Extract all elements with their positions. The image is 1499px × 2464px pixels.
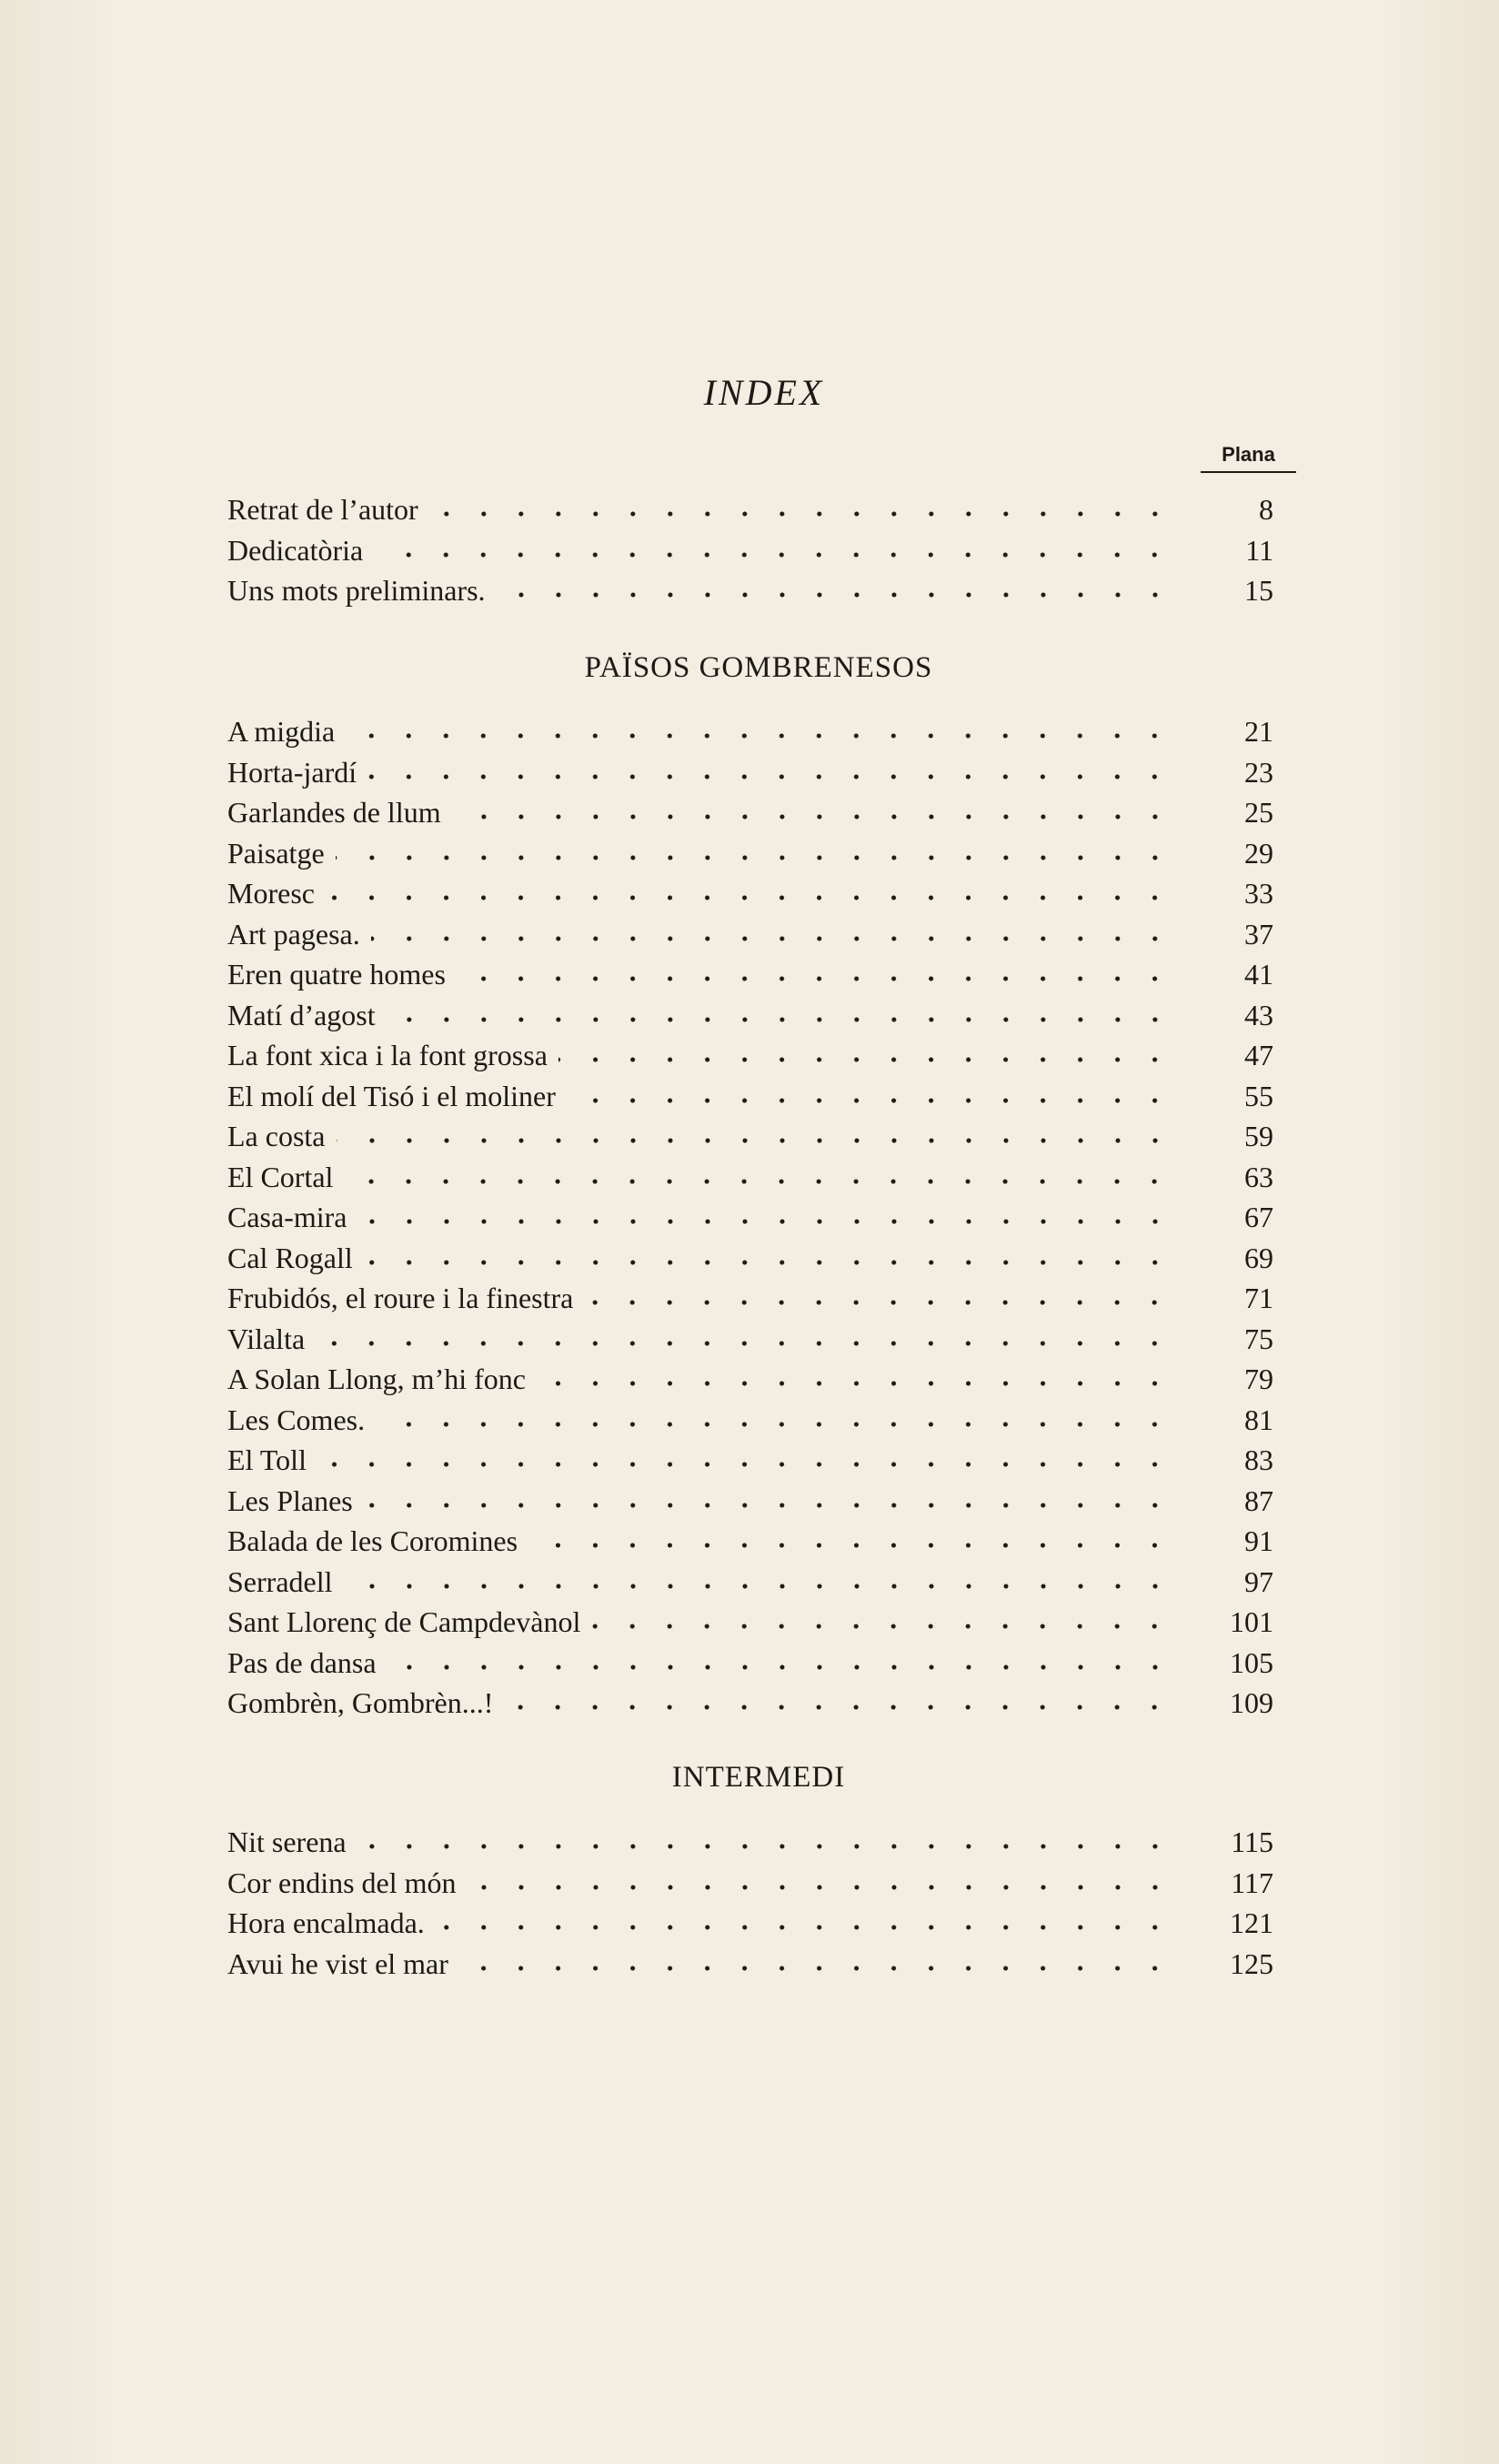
entry-title: Casa-mira (227, 1201, 347, 1233)
toc-entry (227, 489, 1273, 530)
dot-leader (364, 1260, 1173, 1265)
entry-page-number: 59 (1244, 1120, 1273, 1152)
toc-entry (227, 1197, 1273, 1238)
entry-page-number: 43 (1244, 998, 1273, 1031)
toc-entry (227, 833, 1273, 874)
entry-title: Nit serena (227, 1825, 347, 1858)
dot-leader (584, 1300, 1173, 1305)
entry-page-number: 23 (1244, 755, 1273, 789)
dot-leader (326, 895, 1173, 900)
toc-entry (227, 1440, 1273, 1481)
entry-title: Cor endins del món (227, 1866, 457, 1899)
section-title-intermedi: INTERMEDI (671, 1761, 846, 1794)
dot-leader (358, 1219, 1174, 1224)
toc-entry (227, 1562, 1273, 1603)
entry-title: Serradell (227, 1564, 333, 1598)
dot-leader (528, 1543, 1173, 1548)
entry-title: La font xica i la font grossa (227, 1039, 548, 1071)
entry-page-number: 29 (1244, 836, 1273, 870)
entry-title: Sant Llorenç de Campdevànol (227, 1605, 581, 1638)
dot-leader (371, 936, 1173, 941)
entry-page-number: 109 (1230, 1686, 1273, 1719)
dot-leader (387, 1017, 1173, 1022)
entry-title: Hora encalmada. (227, 1906, 425, 1939)
entry-title: Horta-jardí (227, 755, 357, 789)
dot-leader (316, 1341, 1173, 1346)
toc-entry (227, 570, 1273, 611)
toc-entry (227, 1863, 1273, 1904)
entry-title: Retrat de l’autor (227, 493, 418, 526)
toc-entry (227, 1683, 1273, 1724)
dot-leader (429, 511, 1173, 517)
dot-leader (367, 774, 1173, 779)
entry-title: Gombrèn, Gombrèn...! (227, 1686, 494, 1719)
entry-page-number: 83 (1244, 1443, 1273, 1476)
toc-entry (227, 1521, 1273, 1562)
dot-leader (436, 1925, 1173, 1930)
toc-entry (227, 1319, 1273, 1360)
entry-page-number: 8 (1259, 493, 1273, 526)
entry-page-number: 125 (1230, 1946, 1273, 1980)
dot-leader (346, 733, 1173, 739)
entry-title: Eren quatre homes (227, 958, 446, 991)
dot-leader (344, 1179, 1173, 1184)
toc-entry (227, 873, 1273, 914)
entry-page-number: 105 (1230, 1645, 1273, 1679)
toc-entry (227, 1481, 1273, 1522)
dot-leader (468, 1885, 1173, 1890)
entry-page-number: 71 (1244, 1282, 1273, 1314)
entry-title: A Solan Llong, m’hi fonc (227, 1363, 526, 1395)
entry-title: A migdia (227, 715, 336, 748)
dot-leader (567, 1098, 1173, 1103)
entry-page-number: 15 (1244, 574, 1273, 607)
entry-page-number: 97 (1244, 1564, 1273, 1598)
section-title-paisos-gombrenesos: PAÏSOS GOMBRENESOS (584, 651, 933, 684)
toc-entry (227, 1359, 1273, 1400)
dot-leader (457, 976, 1173, 981)
dot-leader (452, 814, 1173, 820)
dot-leader (357, 1844, 1173, 1849)
toc-entry (227, 1116, 1273, 1157)
entry-page-number: 75 (1244, 1322, 1273, 1355)
entry-page-number: 87 (1244, 1483, 1273, 1517)
toc-entry (227, 914, 1273, 955)
section-intermedi-list (227, 1822, 1273, 1984)
toc-entry (227, 1944, 1273, 1985)
dot-leader (459, 1966, 1173, 1971)
entry-page-number: 55 (1244, 1079, 1273, 1112)
index-title: INDEX (703, 372, 825, 413)
entry-title: Art pagesa. (227, 917, 360, 950)
entry-page-number: 81 (1244, 1403, 1273, 1436)
entry-title: Matí d’agost (227, 998, 376, 1031)
entry-page-number: 69 (1244, 1241, 1273, 1274)
dot-leader (591, 1624, 1173, 1629)
toc-entry (227, 954, 1273, 995)
dot-leader (497, 592, 1173, 598)
entry-title: Les Comes. (227, 1403, 366, 1436)
dot-leader (558, 1057, 1173, 1062)
entry-title: Paisatge (227, 836, 325, 870)
entry-title: Dedicatòria (227, 533, 364, 567)
section-paisos-gombrenesos-list (227, 711, 1273, 1724)
entry-page-number: 67 (1244, 1201, 1273, 1233)
dot-leader (364, 1503, 1173, 1508)
entry-page-number: 41 (1244, 958, 1273, 991)
entry-title: Les Planes (227, 1483, 353, 1517)
toc-entry (227, 530, 1273, 571)
toc-entry (227, 995, 1273, 1036)
dot-leader (336, 855, 1173, 860)
entry-title: El molí del Tisó i el moliner (227, 1079, 556, 1112)
entry-page-number: 21 (1244, 715, 1273, 748)
entry-title: Balada de les Coromines (227, 1524, 518, 1557)
toc-entry (227, 752, 1273, 793)
dot-leader (537, 1381, 1173, 1386)
toc-entry (227, 792, 1273, 833)
dot-leader (374, 552, 1173, 558)
front-matter-list (227, 489, 1273, 611)
toc-entry (227, 1903, 1273, 1944)
toc-entry (227, 1400, 1273, 1441)
toc-entry (227, 1238, 1273, 1279)
dot-leader (337, 1138, 1174, 1143)
entry-title: Uns mots preliminars. (227, 574, 486, 607)
entry-page-number: 37 (1244, 917, 1273, 950)
entry-page-number: 33 (1244, 877, 1273, 910)
entry-title: Frubidós, el roure i la finestra (227, 1282, 574, 1314)
page-column-header: Plana (1201, 443, 1296, 473)
entry-page-number: 121 (1230, 1906, 1273, 1939)
toc-entry (227, 1278, 1273, 1319)
entry-title: Vilalta (227, 1322, 306, 1355)
dot-leader (376, 1422, 1173, 1427)
toc-entry (227, 1035, 1273, 1076)
entry-page-number: 117 (1231, 1866, 1273, 1899)
entry-title: El Toll (227, 1443, 307, 1476)
entry-title: Avui he vist el mar (227, 1946, 448, 1980)
entry-page-number: 47 (1244, 1039, 1273, 1071)
toc-entry (227, 1602, 1273, 1643)
entry-title: Pas de dansa (227, 1645, 377, 1679)
entry-page-number: 101 (1230, 1605, 1273, 1638)
entry-page-number: 91 (1244, 1524, 1273, 1557)
entry-page-number: 115 (1231, 1825, 1273, 1858)
dot-leader (387, 1664, 1173, 1670)
toc-entry (227, 711, 1273, 752)
entry-page-number: 63 (1244, 1160, 1273, 1193)
dot-leader (344, 1584, 1174, 1589)
toc-entry (227, 1076, 1273, 1117)
entry-page-number: 11 (1245, 533, 1273, 567)
entry-title: La costa (227, 1120, 326, 1152)
entry-page-number: 25 (1244, 796, 1273, 829)
entry-title: Moresc (227, 877, 315, 910)
entry-title: El Cortal (227, 1160, 334, 1193)
entry-title: Garlandes de llum (227, 796, 441, 829)
toc-entry (227, 1157, 1273, 1198)
entry-title: Cal Rogall (227, 1241, 353, 1274)
toc-entry (227, 1643, 1273, 1684)
dot-leader (317, 1462, 1173, 1467)
entry-page-number: 79 (1244, 1363, 1273, 1395)
toc-entry (227, 1822, 1273, 1863)
dot-leader (504, 1705, 1173, 1710)
